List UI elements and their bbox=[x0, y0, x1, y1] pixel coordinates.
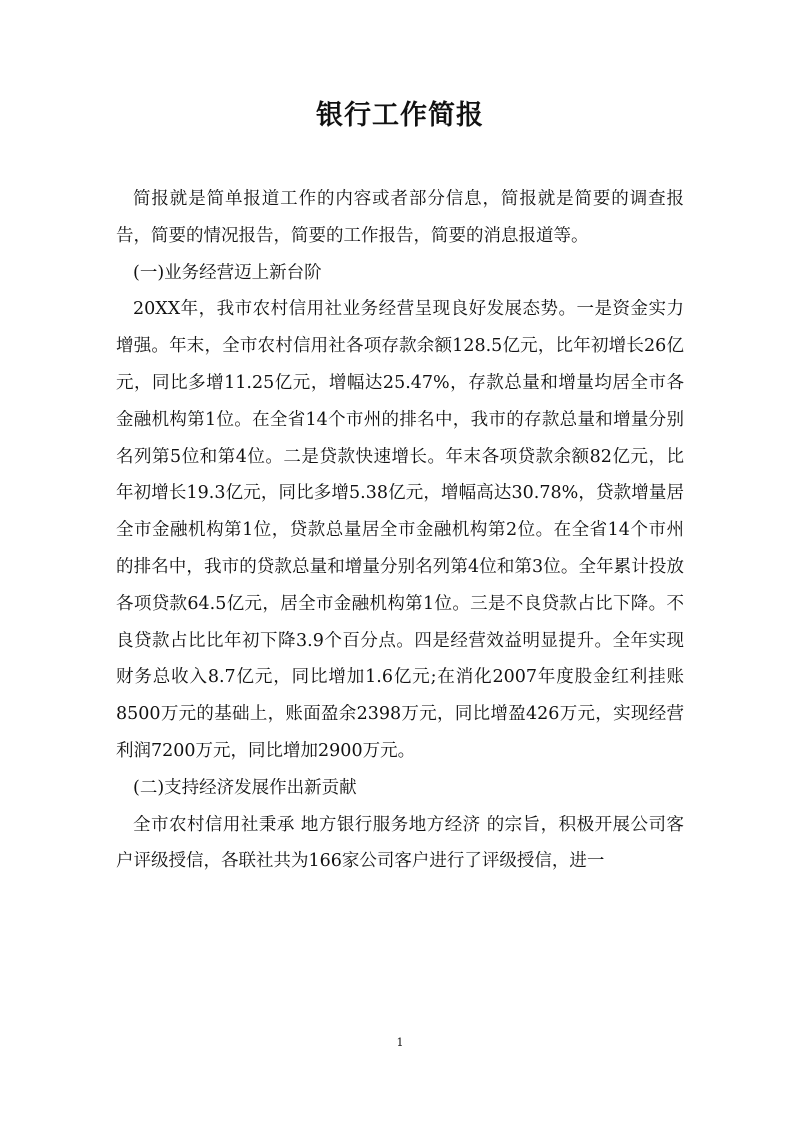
section-heading-2: (二)支持经济发展作出新贡献 bbox=[133, 777, 357, 798]
intro-paragraph: 简报就是简单报道工作的内容或者部分信息，简报就是简要的调查报告，简要的情况报告，简要的工作报告，简要的消息报道等。 bbox=[116, 189, 684, 246]
document-title: 银行工作简报 bbox=[316, 100, 484, 131]
section-2-paragraph: 全市农村信用社秉承 地方银行服务地方经济 的宗旨，积极开展公司客户评级授信，各联社共为166家公司客户进行了评级授信，进一 bbox=[116, 814, 684, 872]
document-body bbox=[116, 181, 684, 880]
page-number: 1 bbox=[396, 1036, 404, 1049]
section-1-paragraph: 20XX年，我市农村信用社业务经营呈现良好发展态势。一是资金实力增强。年末，全市农村信用社各项存款余额128.5亿元，比年初增长26亿元，同比多增11.25亿元，增幅达25.47%，存款总量和增量均居全市各金融机构第1位。在全省14个市州的排名中，我市的存款总量和增量分别名列第5位和第4位。二是贷款快速增长。年末各项贷款余额82亿元，比年初增长19.3亿元，同比多增5.38亿元，增幅高达30.78%，贷款增量居全市金融机构第1位，贷款总量居全市金融机构第2位。在全省14个市州的排名中，我市的贷款总量和增量分别名列第4位和第3位。全年累计投放各项贷款64.5亿元，居全市金融机构第1位。三是不良贷款占比下降。不良贷款占比比年初下降3.9个百分点。四是经营效益明显提升。全年实现财务总收入8.7亿元，同比增加1.6亿元;在消化2007年度股金红利挂账8500万元的基础上，账面盈余2398万元，同比增盈426万元，实现经营利润7200万元，同比增加2900万元。 bbox=[116, 299, 684, 761]
section-heading-1: (一)业务经营迈上新台阶 bbox=[133, 262, 322, 283]
